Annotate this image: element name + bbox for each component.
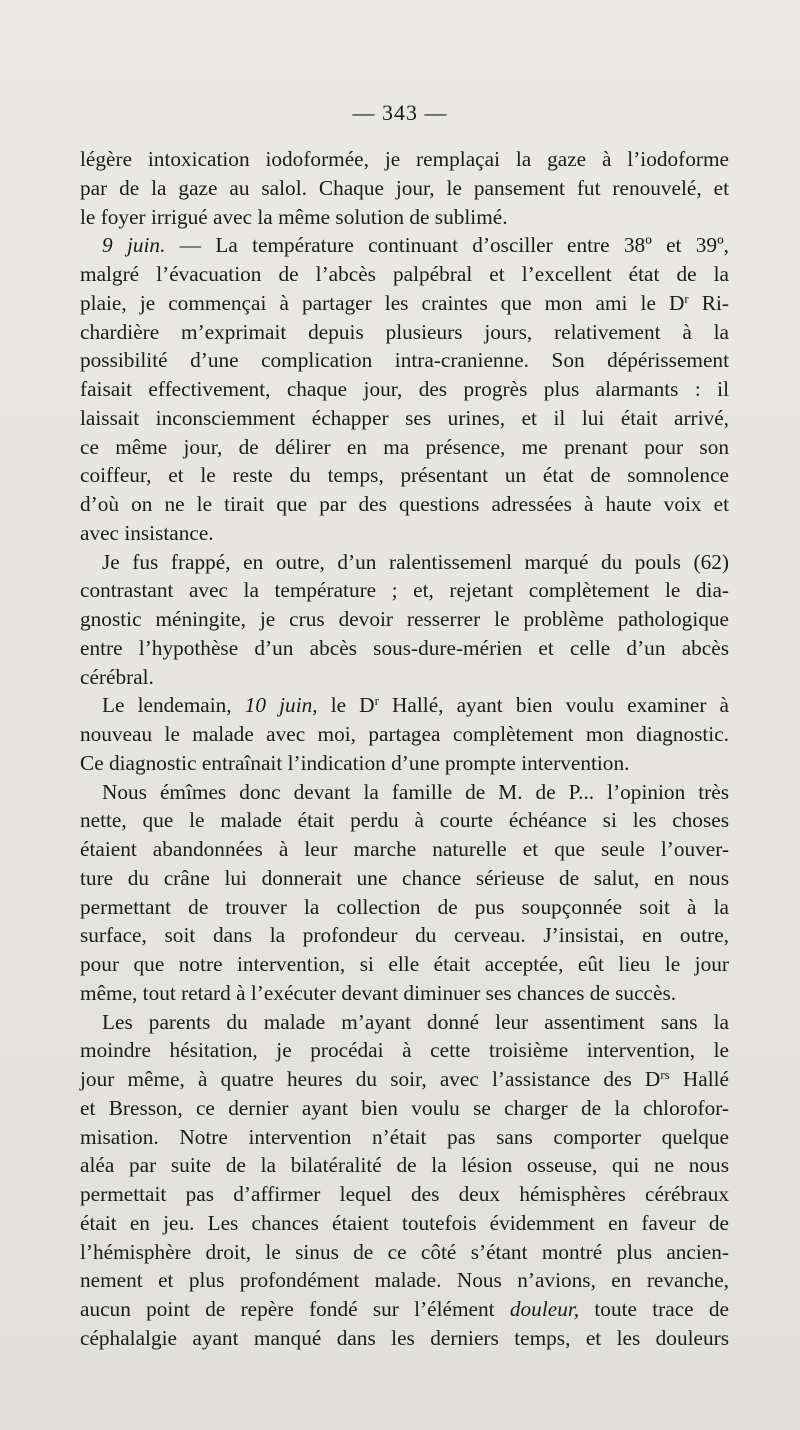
text-line: surface, soit dans la profondeur du cerveau. J’insistai, en outre, [80,923,729,948]
text-line: entre l’hypothèse d’un abcès sous-dure-mérien et celle d’un abcès [80,635,729,660]
text-run: toute trace de [579,1297,730,1321]
text-run: Hallé, ayant bien voulu examiner à [378,693,730,718]
text-line: nement et plus profondément malade. Nous n’avions, en revanche, [80,1268,729,1293]
text-line: nette, que le malade était perdu à courte échéance si les choses [80,808,729,833]
text-line [80,231,729,260]
paragraph [80,231,729,547]
text-line: céphalalgie ayant manqué dans les derniers temps, et les douleurs [80,1325,729,1350]
paragraph [80,691,729,777]
paragraph [80,548,729,692]
text-line: étaient abandonnées à leur marche naturelle et que seule l’ouver- [80,837,729,861]
body-text [80,145,729,1353]
text-line: avec insistance. [80,520,214,545]
superscript: rs [660,1067,670,1082]
text-line: même, tout retard à l’exécuter devant diminuer ses chances de succès. [80,980,677,1005]
text-run: — La température continuant d’osciller entre 38º et 39º, [165,233,729,258]
text-line: possibilité d’une complication intra-cranienne. Son dépérissement [80,348,729,373]
text-run: Ri- [688,290,730,315]
text-line [80,289,729,318]
text-line: contrastant avec la température ; et, rejetant complètement le dia- [80,578,729,603]
text-run: Le lendemain, [102,693,245,718]
paragraph [80,778,729,1008]
text-line: par de la gaze au salol. Chaque jour, le pansement fut renouvelé, et [80,175,729,200]
text-run: Hallé [669,1067,729,1091]
text-run: jour même, à quatre heures du soir, avec l’assistance des D [80,1067,661,1091]
text-line: faisait effectivement, chaque jour, des progrès plus alarmants : il [80,377,729,401]
text-line: l’hémisphère droit, le sinus de ce côté s’étant montré plus ancien- [80,1239,729,1264]
text-line: Ce diagnostic entraînait l’indication d’une prompte intervention. [80,750,630,775]
text-line: Je fus frappé, en outre, d’un ralentissemenl marqué du pouls (62) [102,549,729,574]
text-line: chardière m’exprimait depuis plusieurs jours, relativement à la [80,319,729,344]
superscript: r [374,693,379,709]
text-run: plaie, je commençai à partager les craintes que mon ami le D [80,290,685,315]
text-line: d’où on ne le tirait que par des questions adressées à haute voix et [80,492,729,516]
text-line: gnostic méningite, je crus devoir resserrer le problème pathologique [80,607,729,631]
text-line: cérébral. [80,664,154,689]
italic-word: douleur, [509,1297,580,1321]
text-line: Les parents du malade m’ayant donné leur assentiment sans la [102,1009,729,1034]
text-line: aléa par suite de la bilatéralité de la lésion osseuse, qui ne nous [80,1153,729,1178]
text-line: permettait pas d’affirmer lequel des deux hémisphères cérébraux [80,1182,729,1206]
text-run: aucun point de repère fondé sur l’élément [80,1297,510,1321]
text-line: pour que notre intervention, si elle était acceptée, eût lieu le jour [80,952,729,976]
text-line: ce même jour, de délirer en ma présence, me prenant pour son [80,434,729,459]
text-line: ture du crâne lui donnerait une chance sérieuse de salut, en nous [80,865,729,890]
text-line: était en jeu. Les chances étaient toutefois évidemment en faveur de [80,1210,729,1235]
text-line: laissait inconsciemment échapper ses urines, et il lui était arrivé, [80,405,729,430]
text-line: et Bresson, ce dernier ayant bien voulu se charger de la chlorofor- [80,1095,729,1120]
text-line: nouveau le malade avec moi, partagea complètement mon diagnostic. [80,722,729,746]
text-line: coiffeur, et le reste du temps, présentant un état de somnolence [80,463,729,488]
text-run: le D [317,693,375,718]
date-italic: 9 juin. [102,233,166,258]
text-line: malgré l’évacuation de l’abcès palpébral et l’excellent état de la [80,262,729,286]
page-number: — 343 — [352,100,448,125]
text-line [80,1295,729,1324]
text-line: misation. Notre intervention n’était pas sans comporter quelque [80,1124,729,1149]
text-line [80,691,729,720]
text-line: légère intoxication iodoformée, je remplaçai la gaze à l’iodoforme [80,147,729,171]
text-line: le foyer irrigué avec la même solution de sublimé. [80,204,508,229]
text-line [80,1065,729,1094]
text-line: moindre hésitation, je procédai à cette troisième intervention, le [80,1038,729,1063]
date-italic: 10 juin, [244,693,318,718]
text-line: permettant de trouver la collection de pus soupçonnée soit à la [80,894,729,919]
paragraph [80,1008,729,1353]
superscript: r [684,290,689,306]
text-line: Nous émîmes donc devant la famille de M. de P... l’opinion très [102,779,729,804]
paragraph [80,145,729,231]
